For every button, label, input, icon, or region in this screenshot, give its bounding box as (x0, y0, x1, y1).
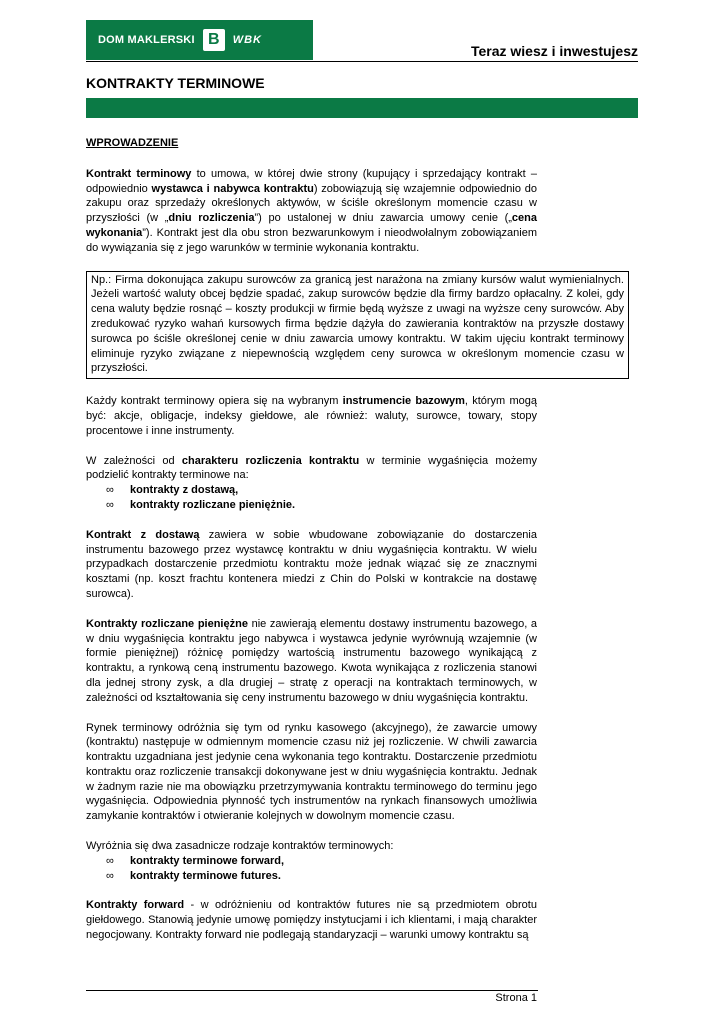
list-item: ∞ kontrakty terminowe futures. (106, 869, 281, 882)
section-heading: WPROWADZENIE (86, 137, 179, 149)
paragraph-forward: Kontrakty forward - w odróżnieniu od kontraktów futures nie są przedmiotem obrotu giełdowego. Stanowią jedynie umowę pomiędzy instytucjami i ich klientami, i mają charakter negocjowany. Kontrakty forward nie podlegają standaryzacji – warunki umowy kontraktu są (86, 899, 537, 942)
paragraph-market: Rynek terminowy odróżnia się tym od rynku kasowego (akcyjnego), że zawarcie umowy (kontraktu) następuje w odmiennym momencie czasu niż jej rozliczenie. W chwili zawarcia kontraktu uzgadniana jest jedynie cena wykonania tego kontraktu. Dostarczenie przedmiotu kontraktu oraz rozliczenie transakcji dokonywane jest w dniu wygaśnięcia kontraktu. Jednak w żadnym razie nie ma obowiązku przetrzymywania kontraktu terminowego do terminu jego wygaśnięcia. Odpowiednia płynność tych instrumentów na rynkach finansowych umożliwia zamykanie kontraktów i otwieranie kolejnych w dowolnym momencie czasu. (86, 721, 537, 823)
bullet-icon: ∞ (106, 484, 114, 497)
bullet-icon: ∞ (106, 869, 114, 882)
logo-wbk: WBK (232, 34, 262, 46)
list-item: ∞ kontrakty z dostawą, (106, 484, 239, 497)
footer-divider (86, 990, 538, 991)
title-bar (86, 98, 638, 118)
paragraph-types: Wyróżnia się dwa zasadnicze rodzaje kontraktów terminowych: (86, 840, 394, 853)
paragraph-cash-settled: Kontrakty rozliczane pieniężne nie zawierają elementu dostawy instrumentu bazowego, a w dniu wygaśnięcia kontraktu jego nabywca i wystawca jedynie wyrównują wzajemnie (w formie pieniężnej) różnicę pomiędzy wartością instrumentu bazowego wynikającą z kontraktu, a rynkową ceną instrumentu bazowego. Kwota wynikająca z rozliczenia stanowi dla jednej strony zysk, a dla drugiej – stratę z operacji na kontraktach terminowych, w zależności od kształtowania się ceny instrumentu bazowego w dniu wygaśnięcia kontraktu. (86, 617, 538, 704)
paragraph-definition: Kontrakt terminowy to umowa, w której dwie strony (kupujący i sprzedający kontrakt – odpowiednio wystawca i nabywca kontraktu) zobowiązują się wzajemnie odpowiednio do zakupu oraz sprzedaży określonych aktywów, w ściśle określonym momencie czasu w przyszłości (w „dniu rozliczenia”) po ustalonej w dniu zawarcia umowy cenie („cena wykonania”). Kontrakt jest dla obu stron bezwarunkowym i nieodwołalnym zobowiązaniem do wywiązania się z jego warunków w terminie wykonania kontraktu. (86, 167, 537, 254)
slogan: Teraz wiesz i inwestujesz (470, 43, 638, 59)
header-divider (86, 61, 638, 62)
paragraph-delivery: Kontrakt z dostawą zawiera w sobie wbudowane zobowiązanie do dostarczenia instrumentu bazowego przez wystawcę kontraktu w dniu wygaśnięcia kontraktu. W wielu przypadkach dostarczenie przedmiotu kontraktu może jednak wiązać się ze znacznymi kosztami (np. koszt frachtu kontenera miedzi z Chin do Polski w kontrakcie na dostawę surowca). (86, 528, 537, 600)
logo-mark-icon: B (203, 29, 225, 51)
list-item: ∞ kontrakty rozliczane pieniężnie. (106, 498, 296, 511)
page-title: KONTRAKTY TERMINOWE (86, 75, 265, 91)
types-list (86, 854, 537, 884)
list-item: ∞ kontrakty terminowe forward, (106, 854, 285, 867)
logo-text: DOM MAKLERSKI (98, 34, 195, 46)
bullet-icon: ∞ (106, 854, 114, 867)
settlement-list (86, 483, 537, 513)
document-body (86, 136, 624, 958)
paragraph-underlying: Każdy kontrakt terminowy opiera się na wybranym instrumencie bazowym, którym mogą być: akcje, obligacje, indeksy giełdowe, ale również: waluty, surowce, towary, stopy procentowe i inne instrumenty. (86, 395, 538, 437)
bullet-icon: ∞ (106, 498, 114, 511)
paragraph-settlement: W zależności od charakteru rozliczenia kontraktu w terminie wygaśnięcia możemy podzielić kontrakty terminowe na: (86, 454, 537, 482)
company-logo (86, 20, 313, 60)
example-box: Np.: Firma dokonująca zakupu surowców za granicą jest narażona na zmiany kursów walut wymienialnych. Jeżeli wartość waluty obcej będzie spadać, zakup surowców będzie dla firmy bardzo opłacalny. Z kolei, gdy cena waluty będzie rosnąć – koszty produkcji w firmie będą wyższe z uwagi na wyższe ceny surowców. Aby zredukować ryzyko wahań kursowych firma będzie dążyła do zawierania kontraktów na przyszłe dostawy surowca po ściśle określonej cenie w dniu zawarcia umowy kontraktu. W takim ujęciu kontrakt terminowy eliminuje ryzyko związane z niepewnością względem ceny surowca w określonym momencie czasu w przyszłości. (86, 271, 629, 380)
page-number: Strona 1 (495, 992, 537, 1004)
